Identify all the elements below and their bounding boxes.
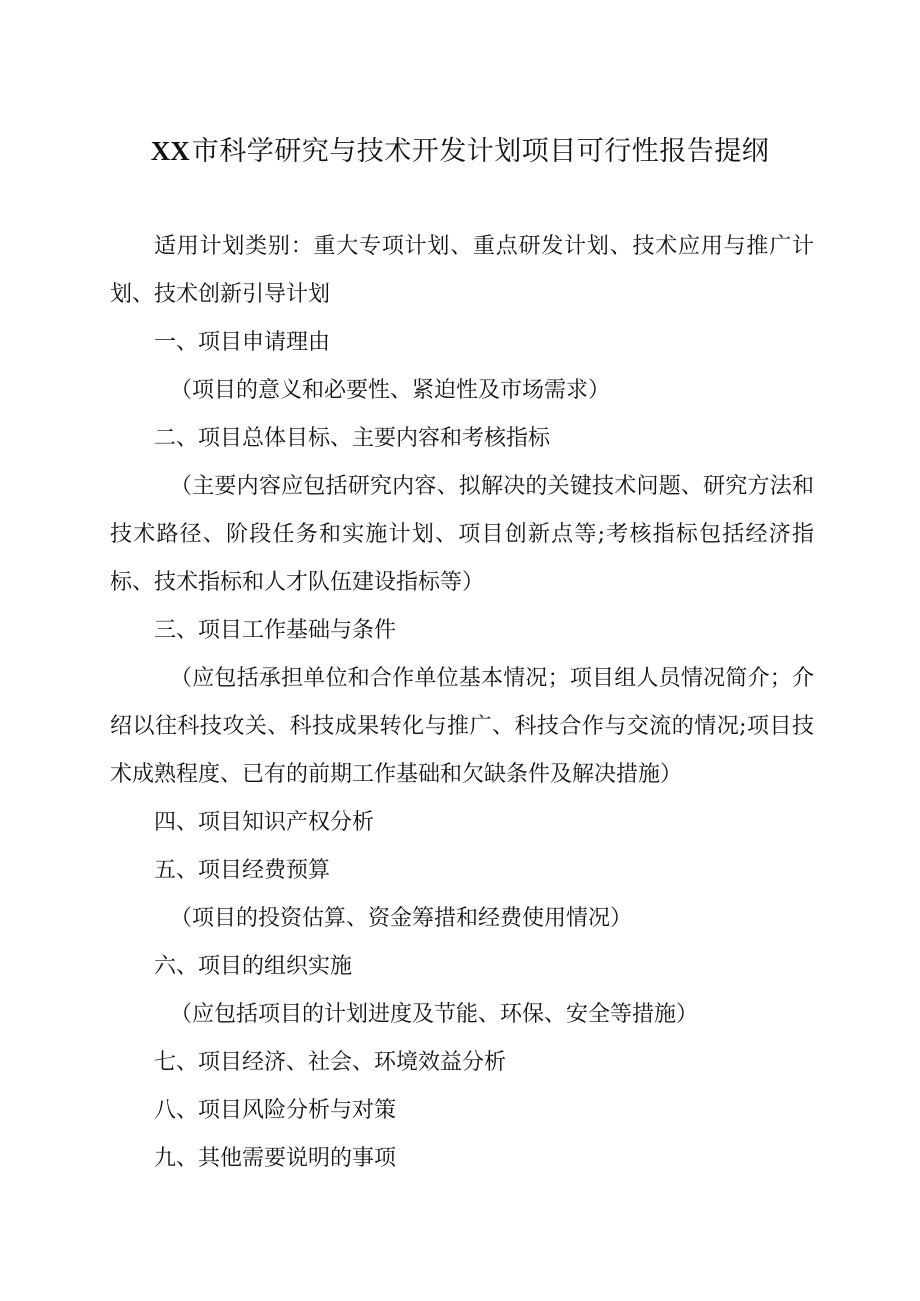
section-1-note: （项目的意义和必要性、紧迫性及市场需求） (170, 378, 611, 403)
title-text: 市科学研究与技术开发计划项目可行性报告提纲 (191, 136, 770, 167)
title-prefix: XX (150, 136, 190, 166)
section-5-heading: 五、项目经费预算 (154, 858, 331, 883)
section-6-note: （应包括项目的计划进度及节能、环保、安全等措施） (170, 1002, 699, 1027)
section-4-heading: 四、项目知识产权分析 (154, 810, 375, 835)
section-1-heading: 一、项目申请理由 (154, 330, 331, 355)
applicable-plan-categories: 适用计划类别：重大专项计划、重点研发计划、技术应用与推广计划、技术创新引导计划 (110, 234, 814, 307)
section-2-heading: 二、项目总体目标、主要内容和考核指标 (154, 426, 551, 451)
section-5-note: （项目的投资估算、资金筹措和经费使用情况） (170, 906, 633, 931)
section-9-heading: 九、其他需要说明的事项 (154, 1146, 397, 1171)
document-title (0, 131, 920, 172)
section-2-note: （主要内容应包括研究内容、拟解决的关键技术问题、研究方法和技术路径、阶段任务和实施计划、项目创新点等;考核指标包括经济指标、技术指标和人才队伍建设指标等） (110, 474, 814, 595)
section-8-heading: 八、项目风险分析与对策 (154, 1098, 397, 1123)
document-body (110, 223, 814, 1183)
section-7-heading: 七、项目经济、社会、环境效益分析 (154, 1050, 507, 1075)
section-6-heading: 六、项目的组织实施 (154, 954, 353, 979)
section-3-note: （应包括承担单位和合作单位基本情况；项目组人员情况简介；介绍以往科技攻关、科技成果转化与推广、科技合作与交流的情况;项目技术成熟程度、已有的前期工作基础和欠缺条件及解决措施） (110, 666, 814, 787)
section-3-heading: 三、项目工作基础与条件 (154, 618, 397, 643)
